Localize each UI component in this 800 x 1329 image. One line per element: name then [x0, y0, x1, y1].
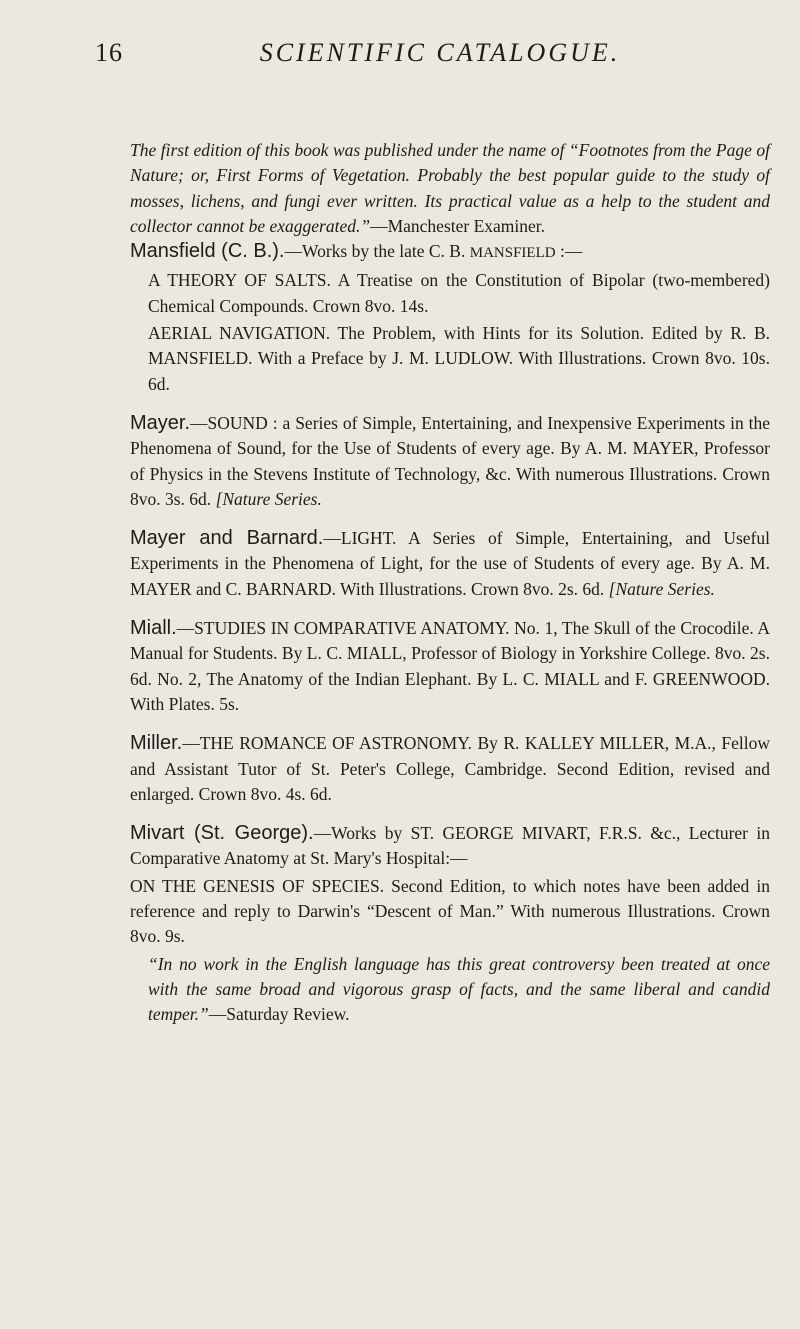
entry-mansfield	[130, 239, 770, 397]
review-source: —Saturday Review.	[208, 1004, 350, 1025]
author-name: Mayer and Barnard.	[130, 527, 324, 550]
intro-quote	[130, 138, 770, 239]
entry-lead-name: MANSFIELD	[469, 245, 556, 262]
entry-text	[130, 411, 770, 512]
work-item: AERIAL NAVIGATION. The Problem, with Hints for its Solution. Edited by R. B. MANSFIELD. With a Preface by J. M. LUDLOW. With Illustrations. Crown 8vo. 10s. 6d.	[148, 323, 770, 394]
series-note: [Nature Series.	[211, 488, 322, 509]
work-item: ON THE GENESIS OF SPECIES. Second Edition, to which notes have been added in reference and reply to Darwin's “Descent of Man.” With numerous Illustrations. Crown 8vo. 9s.	[130, 875, 770, 947]
entry-body: —SOUND : a Series of Simple, Entertaining, and Inexpensive Experiments in the Phenomena of Sound, for the Use of Students of every age. By A. M. MAYER, Professor of Physics in the Stevens Institute of Technology, &c. With numerous Illustrations. Crown 8vo. 3s. 6d.	[130, 412, 770, 509]
entry-text	[130, 731, 770, 807]
entry-mayer-barnard	[130, 526, 770, 602]
author-name: Miall.	[130, 617, 177, 640]
entry-body: —THE ROMANCE OF ASTRONOMY. By R. KALLEY MILLER, M.A., Fellow and Assistant Tutor of St. Peter's College, Cambridge. Second Edition, revised and enlarged. Crown 8vo. 4s. 6d.	[130, 733, 770, 804]
intro-quote-source: —Manchester Examiner.	[370, 215, 546, 236]
author-name: Mansfield (C. B.).	[130, 240, 285, 263]
entry-mayer	[130, 411, 770, 512]
entry-mivart	[130, 821, 770, 1027]
review-quote	[130, 952, 770, 1028]
entry-lead: —Works by the late C. B.	[284, 241, 470, 262]
catalogue-body	[130, 138, 770, 1028]
entry-miller	[130, 731, 770, 807]
page-number: 16	[95, 38, 123, 67]
entry-body: —LIGHT. A Series of Simple, Entertaining, and Useful Experiments in the Phenomena of Light, for the use of Students of every age. By A. M. MAYER and C. BARNARD. With Illustrations. Crown 8vo. 2s. 6d.	[130, 528, 770, 599]
work-item: A THEORY OF SALTS. A Treatise on the Constitution of Bipolar (two-membered) Chemical Compounds. Crown 8vo. 14s.	[148, 270, 770, 316]
author-name: Miller.	[130, 732, 183, 755]
entry-text	[130, 526, 770, 602]
intro-quote-text: The first edition of this book was published under the name of “Footnotes from the Page of Nature; or, First Forms of Vegetation. Probably the best popular guide to the study of mosses, lichens, and fungi ever written. Its practical value as a help to the student and collector cannot be exaggerated.”	[130, 140, 770, 236]
author-name: Mayer.	[130, 411, 191, 434]
entry-heading	[130, 239, 770, 266]
page-header	[95, 38, 785, 78]
entry-body: —Works by ST. GEORGE MIVART, F.R.S. &c., Lecturer in Comparative Anatomy at St. Mary's Hospital:—	[130, 823, 770, 869]
entry-text	[130, 821, 770, 872]
review-text: “In no work in the English language has this great controversy been treated at once with the same broad and vigorous grasp of facts, and the same liberal and candid temper.”	[148, 953, 770, 1025]
entry-lead-tail: :—	[555, 241, 583, 262]
entry-miall	[130, 616, 770, 717]
entry-body: —STUDIES IN COMPARATIVE ANATOMY. No. 1, The Skull of the Crocodile. A Manual for Students. By L. C. MIALL, Professor of Biology in Yorkshire College. 8vo. 2s. 6d. No. 2, The Anatomy of the Indian Elephant. By L. C. MIALL and F. GREENWOOD. With Plates. 5s.	[130, 618, 770, 714]
author-name: Mivart (St. George).	[130, 822, 314, 845]
entry-text	[130, 616, 770, 717]
running-title: SCIENTIFIC CATALOGUE.	[259, 38, 621, 67]
series-note: [Nature Series.	[604, 578, 715, 599]
